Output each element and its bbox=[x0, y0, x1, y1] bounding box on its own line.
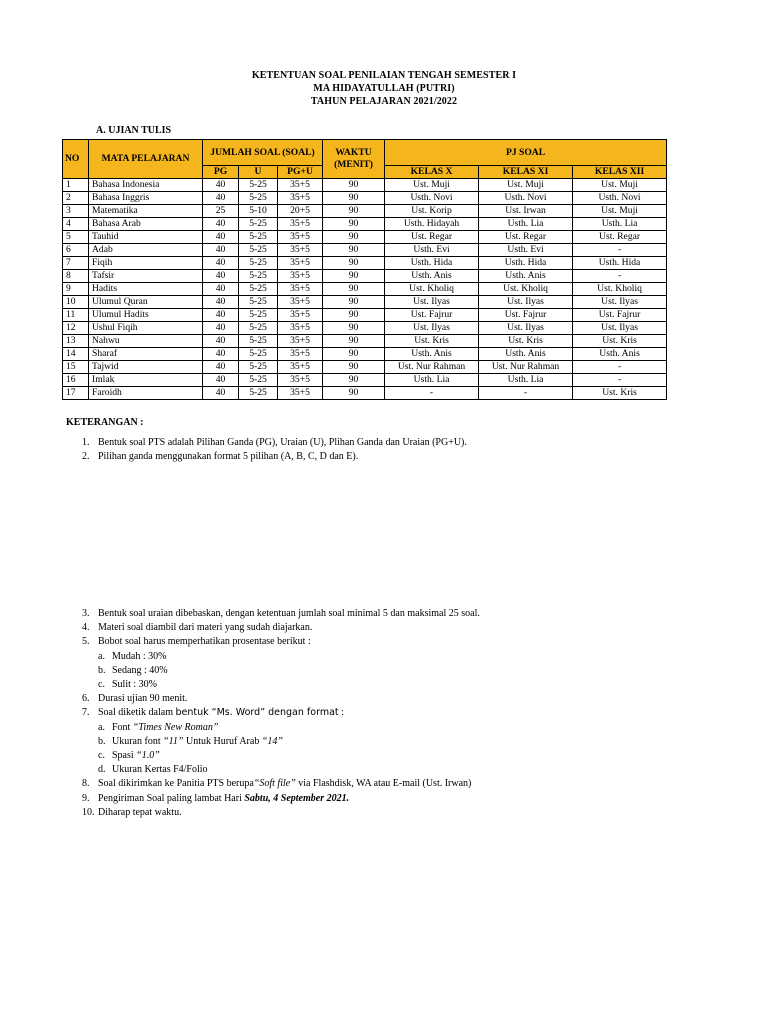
note-item bbox=[82, 607, 480, 621]
row-kelas-x-cell: Ust. Kholiq bbox=[385, 283, 479, 296]
row-kelas-x-cell: Usth. Anis bbox=[385, 270, 479, 283]
deadline-date: Sabtu, 4 September 2021. bbox=[244, 792, 350, 804]
table-row bbox=[63, 387, 667, 400]
note-text-colon: : bbox=[338, 707, 344, 719]
row-kelas-x-cell: Usth. Anis bbox=[385, 348, 479, 361]
row-u-cell: 5-25 bbox=[239, 270, 278, 283]
subitem-letter: c. bbox=[98, 679, 105, 691]
row-pgu-cell: 35+5 bbox=[278, 309, 323, 322]
note-text-rest: via Flashdisk, WA atau E-mail (Ust. Irwan) bbox=[295, 778, 472, 790]
row-kelas-xii-cell: Usth. Lia bbox=[573, 218, 667, 231]
notes-list-bottom bbox=[82, 607, 480, 820]
row-u-cell: 5-25 bbox=[239, 257, 278, 270]
note-number: 6. bbox=[82, 693, 90, 705]
row-subject-cell: Hadits bbox=[89, 283, 203, 296]
note-subitem bbox=[82, 664, 480, 678]
notes-list-top bbox=[82, 436, 467, 464]
row-kelas-xi-cell: Ust. Kholiq bbox=[479, 283, 573, 296]
table-row bbox=[63, 257, 667, 270]
note-number: 10. bbox=[82, 806, 95, 818]
note-item bbox=[82, 706, 480, 720]
row-no-cell: 7 bbox=[63, 257, 89, 270]
table-row bbox=[63, 335, 667, 348]
subitem-text: Mudah : 30% bbox=[112, 650, 167, 662]
row-kelas-xii-cell: - bbox=[573, 244, 667, 257]
header-kelas-xii: KELAS XII bbox=[573, 166, 667, 179]
table-row bbox=[63, 179, 667, 192]
row-u-cell: 5-10 bbox=[239, 205, 278, 218]
note-text: Soal dikirimkan ke Panitia PTS berupa bbox=[98, 778, 254, 790]
subitem-letter: c. bbox=[98, 750, 105, 762]
subitem-text-arab: Untuk Huruf Arab bbox=[183, 735, 262, 747]
row-u-cell: 5-25 bbox=[239, 374, 278, 387]
note-text: Pengiriman Soal paling lambat Hari bbox=[98, 792, 245, 804]
subitem-text: Sulit : 30% bbox=[112, 679, 158, 691]
row-pg-cell: 40 bbox=[203, 270, 239, 283]
row-pgu-cell: 35+5 bbox=[278, 244, 323, 257]
row-kelas-x-cell: Ust. Ilyas bbox=[385, 296, 479, 309]
row-pg-cell: 40 bbox=[203, 296, 239, 309]
row-u-cell: 5-25 bbox=[239, 192, 278, 205]
row-waktu-cell: 90 bbox=[323, 374, 385, 387]
row-subject-cell: Adab bbox=[89, 244, 203, 257]
row-pgu-cell: 35+5 bbox=[278, 231, 323, 244]
row-u-cell: 5-25 bbox=[239, 218, 278, 231]
note-item bbox=[82, 621, 480, 635]
row-no-cell: 2 bbox=[63, 192, 89, 205]
header-pg: PG bbox=[203, 166, 239, 179]
note-item bbox=[82, 777, 480, 791]
row-pg-cell: 40 bbox=[203, 257, 239, 270]
note-number: 2. bbox=[82, 451, 90, 463]
note-text: Bentuk soal uraian dibebaskan, dengan ketentuan jumlah soal minimal 5 dan maksimal 25 soal. bbox=[98, 608, 480, 619]
row-pgu-cell: 35+5 bbox=[278, 348, 323, 361]
font-name-value: “Times New Roman” bbox=[132, 721, 219, 733]
row-u-cell: 5-25 bbox=[239, 296, 278, 309]
row-pgu-cell: 35+5 bbox=[278, 179, 323, 192]
row-kelas-xi-cell: Usth. Lia bbox=[479, 218, 573, 231]
row-u-cell: 5-25 bbox=[239, 231, 278, 244]
keterangan-heading: KETERANGAN : bbox=[66, 417, 144, 428]
row-subject-cell: Imlak bbox=[89, 374, 203, 387]
row-kelas-xi-cell: Ust. Fajrur bbox=[479, 309, 573, 322]
row-pg-cell: 40 bbox=[203, 179, 239, 192]
row-pgu-cell: 35+5 bbox=[278, 322, 323, 335]
row-pgu-cell: 35+5 bbox=[278, 257, 323, 270]
note-text: Bentuk soal PTS adalah Pilihan Ganda (PG), Uraian (U), Plihan Ganda dan Uraian (PG+U). bbox=[98, 437, 467, 448]
row-pgu-cell: 35+5 bbox=[278, 374, 323, 387]
note-subitem bbox=[82, 735, 480, 749]
table-row bbox=[63, 348, 667, 361]
row-subject-cell: Ulumul Hadits bbox=[89, 309, 203, 322]
table-row bbox=[63, 322, 667, 335]
table-row bbox=[63, 244, 667, 257]
row-kelas-xi-cell: - bbox=[479, 387, 573, 400]
row-waktu-cell: 90 bbox=[323, 361, 385, 374]
row-pgu-cell: 35+5 bbox=[278, 218, 323, 231]
row-waktu-cell: 90 bbox=[323, 192, 385, 205]
header-pgu: PG+U bbox=[278, 166, 323, 179]
row-pg-cell: 40 bbox=[203, 244, 239, 257]
row-kelas-xi-cell: Ust. Kris bbox=[479, 335, 573, 348]
row-pg-cell: 40 bbox=[203, 231, 239, 244]
row-subject-cell: Ushul Fiqih bbox=[89, 322, 203, 335]
row-kelas-xi-cell: Usth. Hida bbox=[479, 257, 573, 270]
note-subitem bbox=[82, 650, 480, 664]
note-item bbox=[82, 436, 467, 450]
row-waktu-cell: 90 bbox=[323, 205, 385, 218]
row-waktu-cell: 90 bbox=[323, 335, 385, 348]
table-row bbox=[63, 296, 667, 309]
note-subitem bbox=[82, 749, 480, 763]
row-kelas-xii-cell: Ust. Kris bbox=[573, 387, 667, 400]
note-text: Pilihan ganda menggunakan format 5 pilihan (A, B, C, D dan E). bbox=[98, 451, 359, 463]
row-waktu-cell: 90 bbox=[323, 296, 385, 309]
row-kelas-xi-cell: Ust. Regar bbox=[479, 231, 573, 244]
row-waktu-cell: 90 bbox=[323, 283, 385, 296]
row-u-cell: 5-25 bbox=[239, 348, 278, 361]
row-subject-cell: Bahasa Arab bbox=[89, 218, 203, 231]
row-pgu-cell: 35+5 bbox=[278, 192, 323, 205]
row-kelas-xii-cell: Ust. Muji bbox=[573, 179, 667, 192]
row-no-cell: 16 bbox=[63, 374, 89, 387]
subitem-text: Ukuran Kertas F4/Folio bbox=[112, 764, 208, 776]
row-kelas-x-cell: - bbox=[385, 387, 479, 400]
row-pgu-cell: 35+5 bbox=[278, 270, 323, 283]
row-kelas-xi-cell: Usth. Novi bbox=[479, 192, 573, 205]
table-row bbox=[63, 361, 667, 374]
header-waktu: WAKTU (MENIT) bbox=[323, 140, 385, 179]
row-no-cell: 11 bbox=[63, 309, 89, 322]
row-waktu-cell: 90 bbox=[323, 231, 385, 244]
note-item bbox=[82, 806, 480, 820]
note-item bbox=[82, 692, 480, 706]
row-pgu-cell: 35+5 bbox=[278, 296, 323, 309]
row-u-cell: 5-25 bbox=[239, 361, 278, 374]
row-kelas-xii-cell: - bbox=[573, 374, 667, 387]
row-kelas-xii-cell: Ust. Muji bbox=[573, 205, 667, 218]
row-pg-cell: 40 bbox=[203, 192, 239, 205]
note-number: 5. bbox=[82, 636, 90, 648]
row-pg-cell: 40 bbox=[203, 348, 239, 361]
note-text-format: bentuk “Ms. Word” dengan format bbox=[175, 707, 339, 719]
note-text: Soal diketik dalam bbox=[98, 707, 176, 719]
note-item bbox=[82, 792, 480, 806]
row-kelas-x-cell: Ust. Korip bbox=[385, 205, 479, 218]
row-no-cell: 8 bbox=[63, 270, 89, 283]
row-subject-cell: Matematika bbox=[89, 205, 203, 218]
row-kelas-x-cell: Usth. Lia bbox=[385, 374, 479, 387]
subitem-letter: a. bbox=[98, 721, 105, 733]
row-u-cell: 5-25 bbox=[239, 244, 278, 257]
row-pg-cell: 25 bbox=[203, 205, 239, 218]
row-kelas-x-cell: Ust. Kris bbox=[385, 335, 479, 348]
exam-schedule-table bbox=[62, 139, 667, 400]
subitem-text: Sedang : 40% bbox=[112, 664, 168, 676]
row-kelas-x-cell: Ust. Ilyas bbox=[385, 322, 479, 335]
subitem-letter: d. bbox=[98, 764, 106, 776]
note-number: 7. bbox=[82, 707, 90, 719]
arab-font-size-value: “14” bbox=[261, 735, 283, 747]
row-u-cell: 5-25 bbox=[239, 335, 278, 348]
row-no-cell: 4 bbox=[63, 218, 89, 231]
note-number: 1. bbox=[82, 437, 90, 448]
row-subject-cell: Bahasa Inggris bbox=[89, 192, 203, 205]
header-u: U bbox=[239, 166, 278, 179]
row-kelas-xii-cell: - bbox=[573, 361, 667, 374]
row-u-cell: 5-25 bbox=[239, 387, 278, 400]
note-number: 4. bbox=[82, 622, 90, 634]
table-row bbox=[63, 374, 667, 387]
row-kelas-xii-cell: Ust. Regar bbox=[573, 231, 667, 244]
row-subject-cell: Faroidh bbox=[89, 387, 203, 400]
row-pg-cell: 40 bbox=[203, 322, 239, 335]
table-body bbox=[63, 179, 667, 400]
row-no-cell: 10 bbox=[63, 296, 89, 309]
note-subitem bbox=[82, 721, 480, 735]
soft-file-text: “Soft file” bbox=[253, 778, 296, 790]
row-kelas-x-cell: Usth. Novi bbox=[385, 192, 479, 205]
note-subitem bbox=[82, 763, 480, 777]
row-u-cell: 5-25 bbox=[239, 179, 278, 192]
row-kelas-xii-cell: Usth. Novi bbox=[573, 192, 667, 205]
row-kelas-xii-cell: Ust. Kris bbox=[573, 335, 667, 348]
table-row bbox=[63, 218, 667, 231]
header-kelas-x: KELAS X bbox=[385, 166, 479, 179]
row-waktu-cell: 90 bbox=[323, 387, 385, 400]
row-subject-cell: Fiqih bbox=[89, 257, 203, 270]
section-heading-ujian-tulis: A. UJIAN TULIS bbox=[96, 125, 172, 136]
row-kelas-xii-cell: Ust. Ilyas bbox=[573, 322, 667, 335]
row-kelas-xi-cell: Ust. Ilyas bbox=[479, 322, 573, 335]
row-subject-cell: Ulumul Quran bbox=[89, 296, 203, 309]
row-u-cell: 5-25 bbox=[239, 309, 278, 322]
row-pg-cell: 40 bbox=[203, 283, 239, 296]
document-title-line-3: TAHUN PELAJARAN 2021/2022 bbox=[310, 96, 458, 107]
row-pgu-cell: 35+5 bbox=[278, 283, 323, 296]
table-row bbox=[63, 309, 667, 322]
subitem-letter: a. bbox=[98, 650, 105, 662]
row-pg-cell: 40 bbox=[203, 361, 239, 374]
table-row bbox=[63, 192, 667, 205]
row-waktu-cell: 90 bbox=[323, 270, 385, 283]
row-kelas-x-cell: Usth. Hidayah bbox=[385, 218, 479, 231]
header-mata-pelajaran: MATA PELAJARAN bbox=[89, 140, 203, 179]
row-pgu-cell: 35+5 bbox=[278, 335, 323, 348]
row-waktu-cell: 90 bbox=[323, 218, 385, 231]
note-item bbox=[82, 635, 480, 649]
row-subject-cell: Bahasa Indonesia bbox=[89, 179, 203, 192]
row-subject-cell: Tafsir bbox=[89, 270, 203, 283]
row-waktu-cell: 90 bbox=[323, 179, 385, 192]
row-pgu-cell: 20+5 bbox=[278, 205, 323, 218]
header-jumlah-soal: JUMLAH SOAL (SOAL) bbox=[203, 140, 323, 166]
header-pj-soal: PJ SOAL bbox=[385, 140, 667, 166]
note-number: 3. bbox=[82, 608, 90, 619]
subitem-text: Ukuran font bbox=[112, 735, 164, 747]
row-no-cell: 15 bbox=[63, 361, 89, 374]
header-no: NO bbox=[63, 140, 89, 179]
row-no-cell: 3 bbox=[63, 205, 89, 218]
row-no-cell: 17 bbox=[63, 387, 89, 400]
note-text: Materi soal diambil dari materi yang sudah diajarkan. bbox=[98, 622, 313, 634]
row-subject-cell: Tauhid bbox=[89, 231, 203, 244]
row-no-cell: 9 bbox=[63, 283, 89, 296]
table-row bbox=[63, 231, 667, 244]
row-kelas-x-cell: Usth. Hida bbox=[385, 257, 479, 270]
row-no-cell: 1 bbox=[63, 179, 89, 192]
subitem-text: Font bbox=[112, 721, 133, 733]
row-subject-cell: Nahwu bbox=[89, 335, 203, 348]
row-no-cell: 12 bbox=[63, 322, 89, 335]
row-kelas-xi-cell: Usth. Anis bbox=[479, 270, 573, 283]
row-kelas-x-cell: Ust. Fajrur bbox=[385, 309, 479, 322]
row-waktu-cell: 90 bbox=[323, 257, 385, 270]
row-waktu-cell: 90 bbox=[323, 244, 385, 257]
subitem-letter: b. bbox=[98, 664, 106, 676]
row-kelas-x-cell: Ust. Muji bbox=[385, 179, 479, 192]
document-title-line-2: MA HIDAYATULLAH (PUTRI) bbox=[313, 83, 455, 94]
table-row bbox=[63, 270, 667, 283]
row-no-cell: 5 bbox=[63, 231, 89, 244]
row-u-cell: 5-25 bbox=[239, 322, 278, 335]
document-title-line-1: KETENTUAN SOAL PENILAIAN TENGAH SEMESTER I bbox=[251, 70, 517, 81]
row-pgu-cell: 35+5 bbox=[278, 387, 323, 400]
row-kelas-x-cell: Usth. Evi bbox=[385, 244, 479, 257]
note-item bbox=[82, 450, 467, 464]
row-pg-cell: 40 bbox=[203, 374, 239, 387]
subitem-letter: b. bbox=[98, 735, 106, 747]
row-kelas-xi-cell: Ust. Irwan bbox=[479, 205, 573, 218]
row-kelas-xii-cell: Ust. Fajrur bbox=[573, 309, 667, 322]
note-text: Durasi ujian 90 menit. bbox=[98, 693, 188, 705]
row-kelas-xi-cell: Ust. Muji bbox=[479, 179, 573, 192]
row-kelas-xi-cell: Ust. Nur Rahman bbox=[479, 361, 573, 374]
row-kelas-xi-cell: Usth. Lia bbox=[479, 374, 573, 387]
row-kelas-xi-cell: Ust. Ilyas bbox=[479, 296, 573, 309]
font-size-value: “11” bbox=[163, 735, 184, 747]
row-kelas-xi-cell: Usth. Evi bbox=[479, 244, 573, 257]
spacing-value: “1.0” bbox=[136, 750, 160, 762]
row-waktu-cell: 90 bbox=[323, 348, 385, 361]
row-waktu-cell: 90 bbox=[323, 322, 385, 335]
row-u-cell: 5-25 bbox=[239, 283, 278, 296]
row-kelas-xii-cell: - bbox=[573, 270, 667, 283]
table-row bbox=[63, 283, 667, 296]
row-kelas-x-cell: Ust. Nur Rahman bbox=[385, 361, 479, 374]
row-kelas-xii-cell: Usth. Hida bbox=[573, 257, 667, 270]
note-text: Bobot soal harus memperhatikan prosentase berikut : bbox=[98, 636, 311, 648]
header-kelas-xi: KELAS XI bbox=[479, 166, 573, 179]
row-kelas-xii-cell: Usth. Anis bbox=[573, 348, 667, 361]
subitem-text: Spasi bbox=[112, 750, 137, 762]
row-no-cell: 14 bbox=[63, 348, 89, 361]
row-kelas-x-cell: Ust. Regar bbox=[385, 231, 479, 244]
row-pgu-cell: 35+5 bbox=[278, 361, 323, 374]
row-pg-cell: 40 bbox=[203, 387, 239, 400]
row-subject-cell: Sharaf bbox=[89, 348, 203, 361]
note-number: 8. bbox=[82, 778, 90, 790]
row-waktu-cell: 90 bbox=[323, 309, 385, 322]
row-no-cell: 13 bbox=[63, 335, 89, 348]
row-kelas-xii-cell: Ust. Kholiq bbox=[573, 283, 667, 296]
row-no-cell: 6 bbox=[63, 244, 89, 257]
row-kelas-xii-cell: Ust. Ilyas bbox=[573, 296, 667, 309]
row-subject-cell: Tajwid bbox=[89, 361, 203, 374]
note-subitem bbox=[82, 678, 480, 692]
note-number: 9. bbox=[82, 792, 90, 804]
row-pg-cell: 40 bbox=[203, 335, 239, 348]
row-pg-cell: 40 bbox=[203, 218, 239, 231]
row-kelas-xi-cell: Usth. Anis bbox=[479, 348, 573, 361]
note-text: Diharap tepat waktu. bbox=[98, 806, 182, 818]
row-pg-cell: 40 bbox=[203, 309, 239, 322]
table-row bbox=[63, 205, 667, 218]
